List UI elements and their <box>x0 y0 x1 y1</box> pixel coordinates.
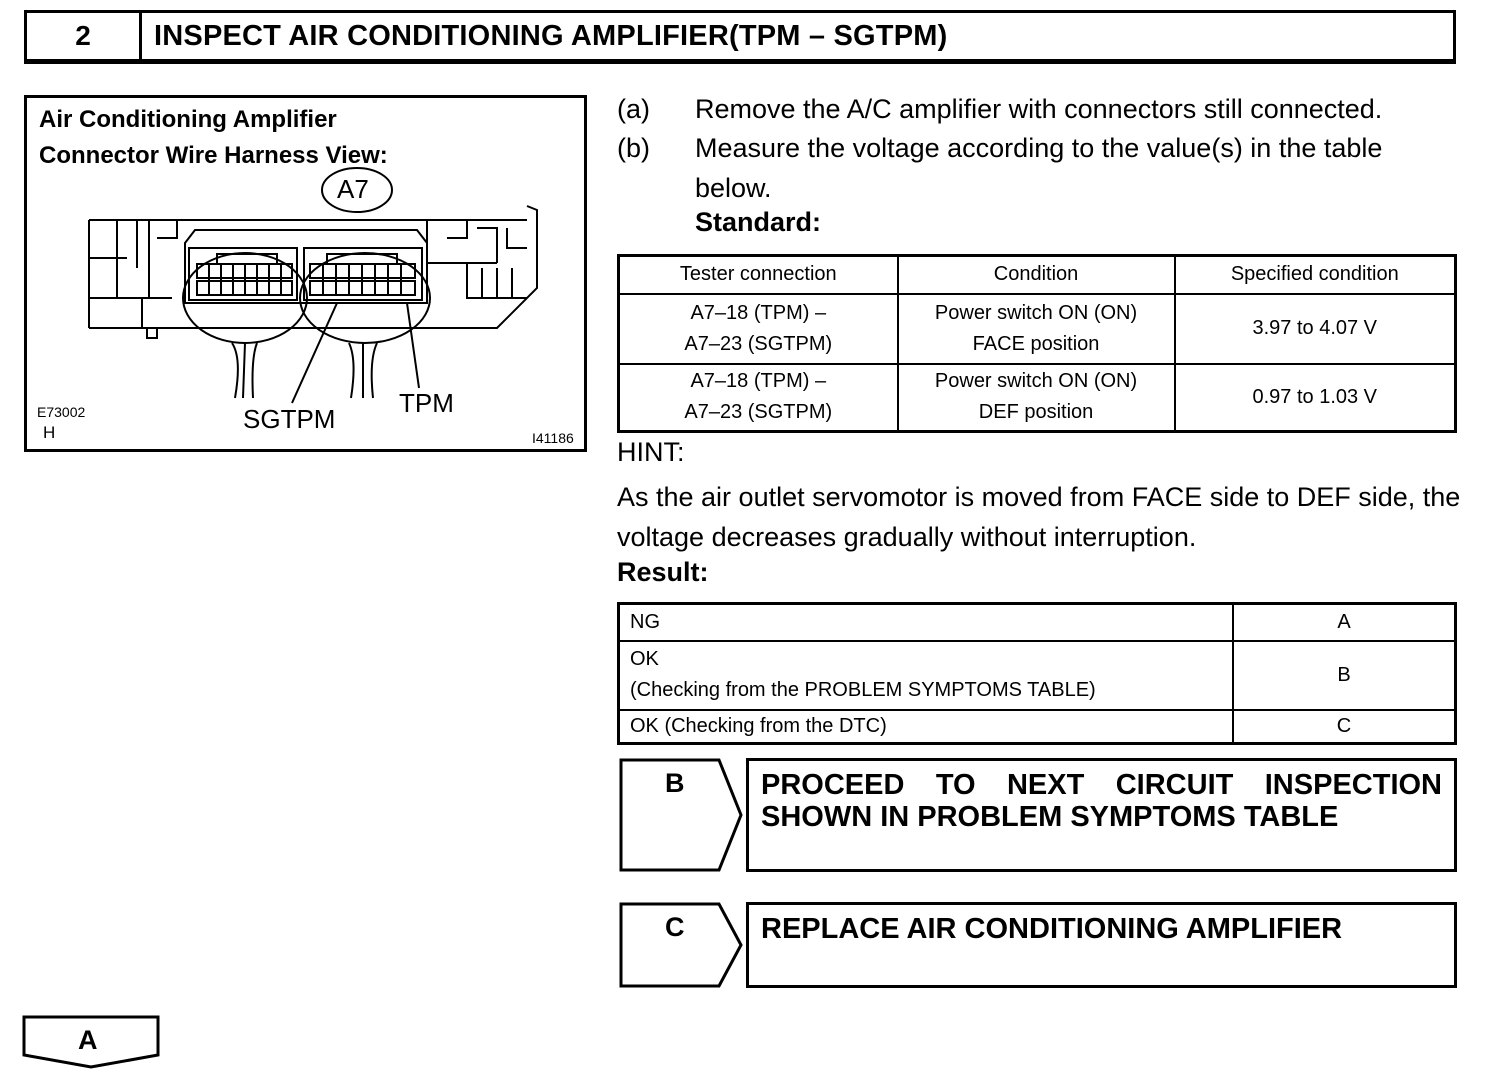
condition-line1: Power switch ON (ON) <box>934 301 1138 324</box>
step-title: INSPECT AIR CONDITIONING AMPLIFIER(TPM – SGTPM) <box>154 19 948 52</box>
result-cell: OK (Checking from the DTC) <box>619 710 1234 744</box>
header-tester-connection: Tester connection <box>619 256 898 294</box>
step-b-marker: (b) <box>617 133 650 163</box>
hint-text: As the air outlet servomotor is moved from FACE side to DEF side, the voltage decreases gradually without interruption. <box>617 482 1461 552</box>
connector-id-label: A7 <box>337 174 369 204</box>
hint-heading: HINT: <box>617 437 685 467</box>
tester-connection-cell <box>619 364 898 432</box>
amplifier-body <box>89 206 537 328</box>
step-number: 2 <box>27 13 142 59</box>
tester-connection-line1: A7–18 (TPM) – <box>690 370 827 393</box>
result-b-code: B <box>665 768 685 798</box>
step-a-text: Remove the A/C amplifier with connectors still connected. <box>695 94 1383 124</box>
table-header-row <box>619 256 1456 294</box>
header-specified-condition: Specified condition <box>1175 256 1456 294</box>
condition-line2: DEF position <box>978 401 1094 424</box>
figure-title-line1: Air Conditioning Amplifier <box>39 106 337 133</box>
tester-connection-line2: A7–23 (SGTPM) <box>684 401 833 424</box>
tester-connection-line2: A7–23 (SGTPM) <box>684 332 833 355</box>
table-row <box>619 710 1456 744</box>
connector-figure <box>24 95 587 452</box>
condition-line2: FACE position <box>972 332 1100 355</box>
sgtpm-label: SGTPM <box>243 404 336 434</box>
result-cell: NG <box>619 604 1234 641</box>
step-b-text: Measure the voltage according to the value(s) in the table below. <box>695 133 1383 203</box>
step-a <box>617 89 1477 129</box>
standard-table <box>617 254 1457 433</box>
header-condition: Condition <box>898 256 1175 294</box>
step-b <box>617 128 1477 208</box>
specified-condition-cell: 0.97 to 1.03 V <box>1175 364 1456 432</box>
result-code-cell: B <box>1233 641 1456 710</box>
result-cell <box>619 641 1234 710</box>
figure-code-left: E73002 <box>37 404 86 420</box>
result-c-action: REPLACE AIR CONDITIONING AMPLIFIER <box>746 902 1457 988</box>
table-row <box>619 294 1456 364</box>
result-c-code: C <box>665 912 685 942</box>
standard-label: Standard: <box>695 207 822 237</box>
result-a-code: A <box>78 1025 98 1055</box>
specified-condition-cell: 3.97 to 4.07 V <box>1175 294 1456 364</box>
condition-cell <box>898 364 1175 432</box>
tester-connection-cell <box>619 294 898 364</box>
table-row <box>619 364 1456 432</box>
figure-title-line2: Connector Wire Harness View: <box>39 142 388 169</box>
sgtpm-leader <box>292 303 337 403</box>
result-code-cell: A <box>1233 604 1456 641</box>
step-a-marker: (a) <box>617 94 650 124</box>
table-row <box>619 604 1456 641</box>
table-row <box>619 641 1456 710</box>
result-b-action: PROCEED TO NEXT CIRCUIT INSPECTION SHOWN IN PROBLEM SYMPTOMS TABLE <box>746 758 1457 872</box>
condition-cell <box>898 294 1175 364</box>
result-code-cell: C <box>1233 710 1456 744</box>
result-line2: (Checking from the PROBLEM SYMPTOMS TABLE) <box>630 679 1096 701</box>
connector-diagram <box>27 98 584 449</box>
condition-line1: Power switch ON (ON) <box>934 370 1138 393</box>
tester-connection-line1: A7–18 (TPM) – <box>690 301 827 324</box>
result-table <box>617 602 1457 745</box>
figure-code-right: I41186 <box>532 430 574 446</box>
tpm-leader <box>407 303 419 388</box>
result-heading: Result: <box>617 557 709 587</box>
step-header <box>24 10 1456 64</box>
tpm-label: TPM <box>399 388 454 418</box>
result-line1: OK <box>630 648 659 670</box>
figure-code-left-sub: H <box>43 423 56 442</box>
